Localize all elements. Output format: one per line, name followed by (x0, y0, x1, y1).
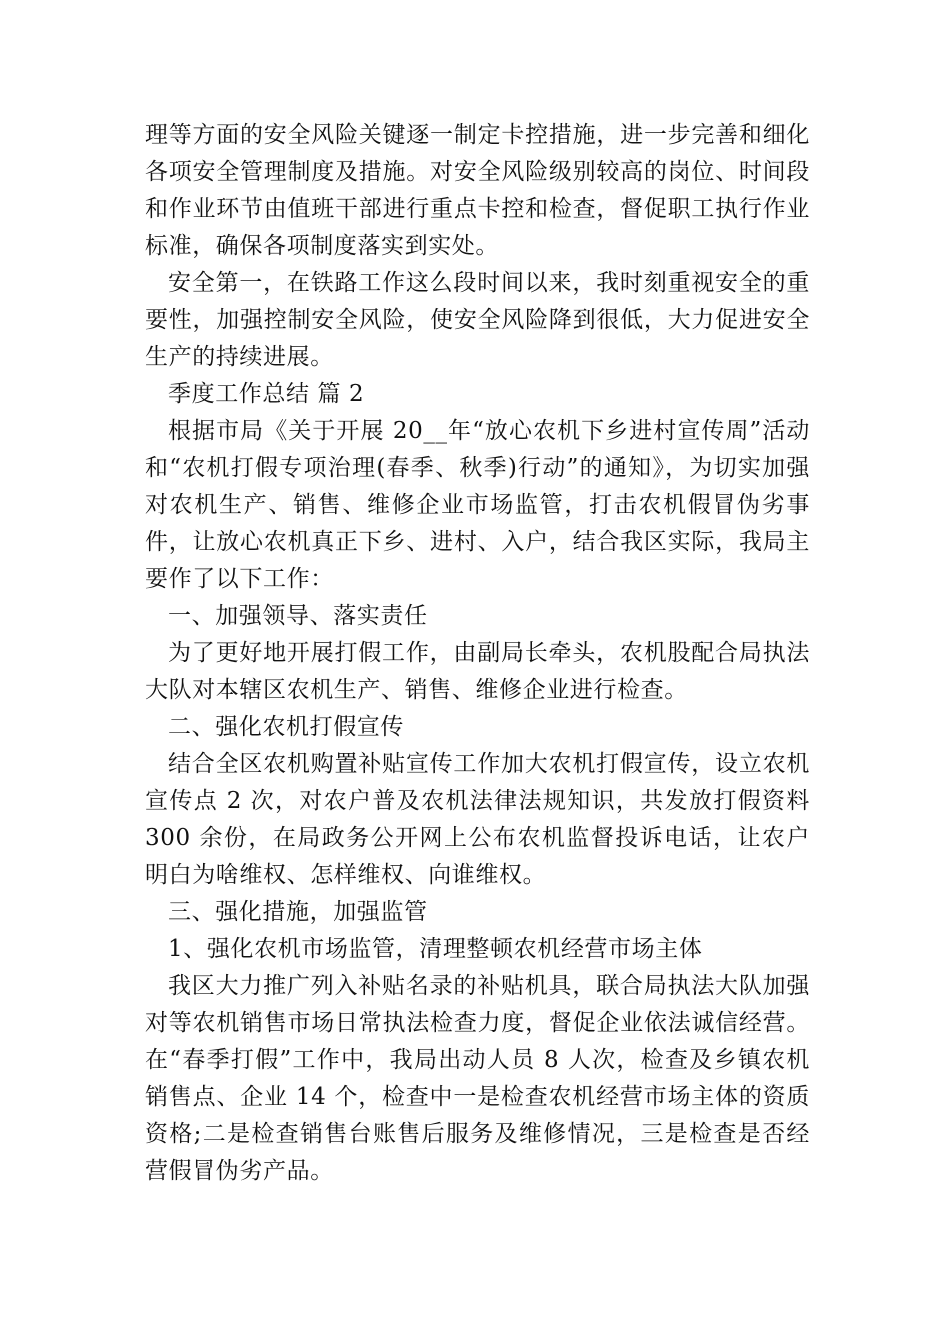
paragraph-1: 理等方面的安全风险关键逐一制定卡控措施，进一步完善和细化各项安全管理制度及措施。对安全风险级别较高的岗位、时间段和作业环节由值班干部进行重点卡控和检查，督促职工执行作业标准，确保各项制度落实到实处。 (145, 122, 810, 259)
paragraph-intro: 根据市局《关于开展 20__年“放心农机下乡进村宣传周”活动和“农机打假专项治理(春季、秋季)行动”的通知》，为切实加强对农机生产、销售、维修企业市场监管，打击农机假冒伪劣事件，让放心农机真正下乡、进村、入户，结合我区实际，我局主要作了以下工作： (145, 418, 810, 592)
subheading-2: 二、强化农机打假宣传 (168, 714, 404, 740)
paragraph-publicity: 结合全区农机购置补贴宣传工作加大农机打假宣传，设立农机宣传点 2 次，对农户普及农机法律法规知识，共发放打假资料 300 余份，在局政务公开网上公布农机监督投诉电话，让农户明白为啥维权、怎样维权、向谁维权。 (145, 751, 810, 888)
subheading-1: 一、加强领导、落实责任 (168, 603, 428, 629)
paragraph-leadership: 为了更好地开展打假工作，由副局长牵头，农机股配合局执法大队对本辖区农机生产、销售、维修企业进行检查。 (145, 640, 810, 703)
section-heading-piece-2: 季度工作总结 篇 2 (168, 381, 365, 407)
paragraph-2: 安全第一，在铁路工作这么段时间以来，我时刻重视安全的重要性，加强控制安全风险，使安全风险降到很低，大力促进安全生产的持续进展。 (145, 270, 810, 370)
document-body (145, 117, 810, 1190)
paragraph-supervision: 我区大力推广列入补贴名录的补贴机具，联合局执法大队加强对等农机销售市场日常执法检查力度，督促企业依法诚信经营。在“春季打假”工作中，我局出动人员 8 人次，检查及乡镇农机销售点、企业 14 个，检查中一是检查农机经营市场主体的资质资格;二是检查销售台账售后服务及维修情况，三是检查是否经营假冒伪劣产品。 (145, 973, 810, 1184)
subheading-3: 三、强化措施，加强监管 (168, 899, 428, 925)
subheading-3-1: 1、强化农机市场监管，清理整顿农机经营市场主体 (168, 936, 703, 962)
